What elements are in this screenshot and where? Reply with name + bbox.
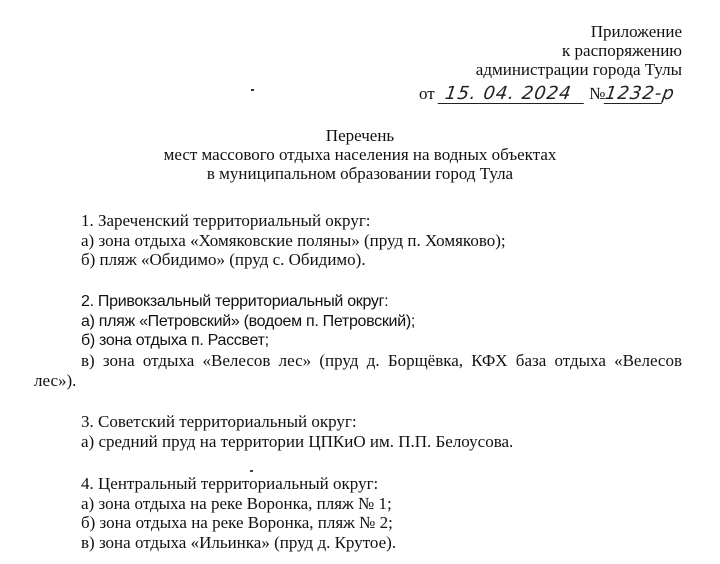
list-item: а) зона отдыха на реке Воронка, пляж № 1; [81,493,392,513]
section-2 [34,292,682,351]
appendix-order-ref: к распоряжению [562,41,682,60]
scan-speck [251,89,254,91]
date-prefix: от [419,84,435,103]
list-item: а) средний пруд на территории ЦПКиО им. П.П. Белоусова. [81,431,514,451]
title-line-1: Перечень [325,126,395,145]
section-2-item-c [34,351,682,390]
list-item: в) зона отдыха «Ильинка» (пруд д. Крутое). [81,532,397,552]
list-item: б) зона отдыха п. Рассвет; [81,332,269,349]
number-prefix: № [589,84,606,103]
section-heading: 1. Зареченский территориальный округ: [81,211,371,230]
list-item: а) пляж «Петровский» (водоем п. Петровский); [81,312,416,330]
scan-speck [250,470,253,472]
section-heading: 3. Советский территориальный округ: [81,412,357,431]
title-line-3: в муниципальном образовании город Тула [206,164,514,183]
appendix-label: Приложение [590,22,682,41]
list-item: в) зона отдыха «Велесов лес» (пруд д. Борщёвка, КФХ база отдыха «Велесов лес»). [34,351,682,390]
handwritten-number: 1232-р [604,83,677,104]
section-4 [34,474,682,552]
appendix-authority: администрации города Тулы [475,60,682,79]
list-item: б) зона отдыха на реке Воронка, пляж № 2; [81,513,393,532]
title-line-2: мест массового отдыха населения на водных объектах [163,145,557,164]
list-item: б) пляж «Обидимо» (пруд с. Обидимо). [81,250,366,269]
handwritten-date: 15. 04. 2024 [438,85,587,104]
order-date-number [419,83,677,104]
list-item: а) зона отдыха «Хомяковские поляны» (пруд п. Хомяково); [81,230,506,250]
section-heading: 2. Привокзальный территориальный округ: [81,293,389,310]
section-heading: 4. Центральный территориальный округ: [81,474,379,493]
section-3 [34,412,682,451]
appendix-header [476,22,682,79]
document-title [0,126,720,183]
section-1 [34,211,682,270]
